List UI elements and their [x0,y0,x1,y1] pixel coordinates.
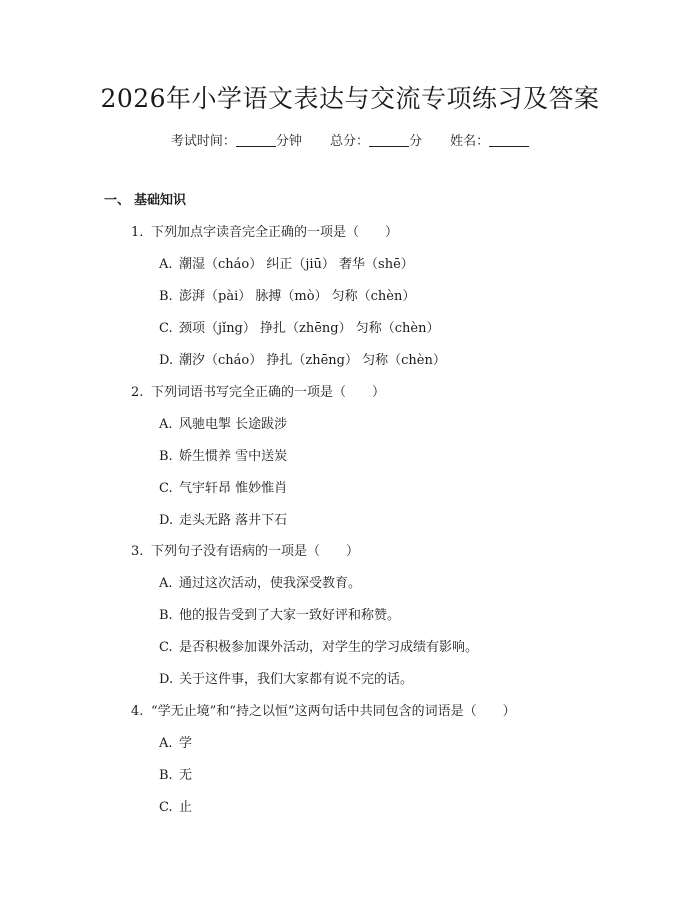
option-text: 潮湿（cháo） 纠正（jiū） 奢华（shē） [179,257,414,272]
option-text: 走头无路 落井下石 [179,513,288,528]
total-score-blank [369,132,409,147]
option-text: 颈项（jǐng） 挣扎（zhēng） 匀称（chèn） [179,321,440,336]
option-text: 关于这件事，我们大家都有说不完的话。 [179,672,414,687]
question-close: ） [372,385,386,400]
option-label: A. [159,417,173,432]
question-number: 2. [131,385,144,400]
option-label: A. [159,257,173,272]
option-label: D. [159,513,174,528]
total-score-unit: 分 [409,134,423,149]
option-3a [159,575,361,593]
option-text: 气宇轩昂 惟妙惟肖 [179,481,288,496]
option-text: 澎湃（pài） 脉搏（mò） 匀称（chèn） [179,289,416,304]
option-2a [159,416,287,434]
question-1 [131,224,398,242]
option-3d [159,671,413,689]
option-3c [159,639,478,657]
question-text: “学无止境”和“持之以恒”这两句话中共同包含的词语是（ [151,704,477,719]
question-3 [131,543,359,561]
student-name [450,132,529,151]
exam-time-blank [236,132,276,147]
question-close: ） [346,544,360,559]
section-title: 基础知识 [134,193,187,208]
question-4 [131,703,516,721]
exam-time [171,132,302,151]
option-text: 娇生惯养 雪中送炭 [179,449,288,464]
exam-time-label: 考试时间： [170,134,236,149]
total-score [330,132,422,151]
question-number: 4. [131,704,144,719]
option-text: 无 [179,768,193,783]
option-3b [159,607,400,625]
option-label: C. [159,800,173,815]
exam-info [0,132,700,151]
option-label: A. [159,576,173,591]
option-text: 学 [179,736,193,751]
option-label: D. [159,672,174,687]
option-1c [159,320,439,338]
question-text: 下列词语书写完全正确的一项是（ [151,385,347,400]
option-text: 是否积极参加课外活动，对学生的学习成绩有影响。 [179,640,479,655]
option-4a [159,735,192,753]
option-label: B. [159,289,173,304]
option-text: 他的报告受到了大家一致好评和称赞。 [179,608,401,623]
option-label: C. [159,321,173,336]
option-2d [159,512,287,530]
exam-time-unit: 分钟 [275,134,302,149]
option-label: C. [159,481,173,496]
total-score-label: 总分： [329,134,369,149]
option-label: B. [159,449,173,464]
question-close: ） [502,704,516,719]
option-label: B. [159,608,173,623]
option-label: C. [159,640,173,655]
option-1b [159,288,415,306]
option-4b [159,767,192,785]
option-1a [159,256,414,274]
section-heading [104,192,186,210]
option-1d [159,352,446,370]
question-number: 3. [131,544,144,559]
option-label: D. [159,353,174,368]
question-2 [131,384,385,402]
option-text: 止 [179,800,193,815]
option-2c [159,480,287,498]
option-text: 风驰电掣 长途跋涉 [179,417,288,432]
option-4c [159,799,192,817]
option-label: A. [159,736,173,751]
option-text: 潮汐（cháo） 挣扎（zhēng） 匀称（chèn） [179,353,446,368]
question-number: 1. [131,225,144,240]
option-label: B. [159,768,173,783]
option-2b [159,448,287,466]
question-close: ） [385,225,399,240]
question-text: 下列句子没有语病的一项是（ [151,544,321,559]
section-number: 一、 [104,193,131,208]
question-text: 下列加点字读音完全正确的一项是（ [151,225,360,240]
page-title: 2026年小学语文表达与交流专项练习及答案 [100,84,600,113]
student-name-blank [489,132,529,147]
student-name-label: 姓名： [450,134,490,149]
option-text: 通过这次活动，使我深受教育。 [179,576,362,591]
